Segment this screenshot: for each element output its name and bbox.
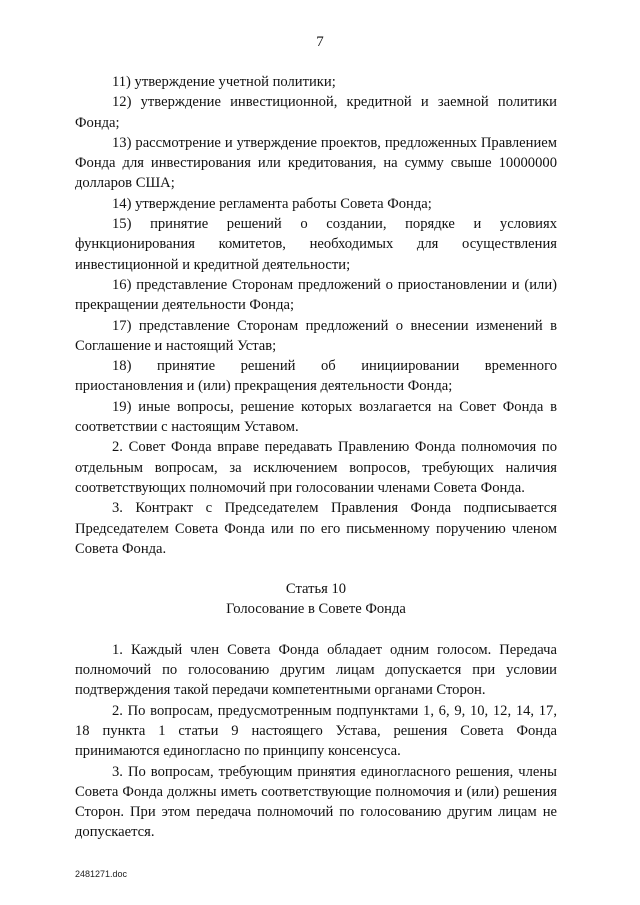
paragraph: 1. Каждый член Совета Фонда обладает одним голосом. Передача полномочий по голосованию другим лицам допускается при условии подтверждения такой передачи компетентными органами Сторон. <box>75 641 557 699</box>
paragraph: 2. Совет Фонда вправе передавать Правлению Фонда полномочия по отдельным вопросам, за исключением вопросов, требующих наличия соответствующих полномочий при голосовании членами Совета Фонда. <box>75 439 557 496</box>
list-item: 14) утверждение регламента работы Совета Фонда; <box>112 195 432 212</box>
list-item: 13) рассмотрение и утверждение проектов, предложенных Правлением Фонда для инвестирования или кредитования, на сумму свыше 10000000 долларов США; <box>75 134 557 192</box>
list-item: 16) представление Сторонам предложений о приостановлении и (или) прекращении деятельности Фонда; <box>75 276 557 314</box>
list-item: 19) иные вопросы, решение которых возлагается на Совет Фонда в соответствии с настоящим Уставом. <box>75 398 557 436</box>
document-body <box>75 72 557 843</box>
article-title: Голосование в Совете Фонда <box>226 601 406 618</box>
paragraph: 3. По вопросам, требующим принятия единогласного решения, члены Совета Фонда должны иметь соответствующие полномочия и (или) решения Сторон. При этом передача полномочий по голосованию другим лицам не допускается. <box>75 763 557 841</box>
article-number: Статья 10 <box>285 581 347 598</box>
file-name-footer: 2481271.doc <box>75 869 128 879</box>
page-number: 7 <box>316 34 324 50</box>
list-item: 15) принятие решений о создании, порядке и условиях функционирования комитетов, необходимых для осуществления инвестиционной и кредитной деятельности; <box>75 216 557 273</box>
list-item: 11) утверждение учетной политики; <box>112 74 336 90</box>
list-item: 18) принятие решений об инициировании временного приостановления и (или) прекращения деятельности Фонда; <box>75 358 557 395</box>
paragraph: 3. Контракт с Председателем Правления Фонда подписывается Председателем Совета Фонда или по его письменному поручению членом Совета Фонда. <box>75 500 557 557</box>
list-item: 12) утверждение инвестиционной, кредитной и заемной политики Фонда; <box>75 94 557 131</box>
paragraph: 2. По вопросам, предусмотренным подпунктами 1, 6, 9, 10, 12, 14, 17, 18 пункта 1 статьи 9 настоящего Устава, решения Совета Фонда принимаются единогласно по принципу консенсуса. <box>75 702 557 760</box>
list-item: 17) представление Сторонам предложений о внесении изменений в Соглашение и настоящий Устав; <box>75 317 557 354</box>
